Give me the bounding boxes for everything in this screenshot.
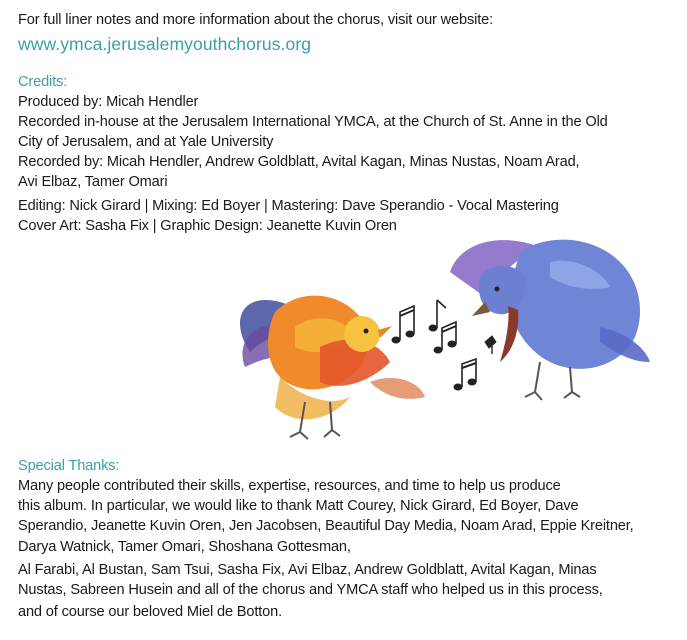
thanks-line: and of course our beloved Miel de Botton. (18, 604, 283, 620)
credits-line: Recorded by: Micah Hendler, Andrew Goldblatt, Avital Kagan, Minas Nustas, Noam Arad, (18, 154, 580, 170)
thanks-line: this album. In particular, we would like to thank Matt Courey, Nick Girard, Ed Boyer, Dave (18, 498, 579, 514)
special-thanks-heading: Special Thanks: (18, 458, 120, 474)
credits-line: Editing: Nick Girard | Mixing: Ed Boyer | Mastering: Dave Sperandio - Vocal Mastering (18, 198, 559, 214)
orange-bird-image (240, 296, 425, 439)
thanks-line: Darya Watnick, Tamer Omari, Shoshana Gottesman, (18, 539, 351, 555)
credits-line: Cover Art: Sasha Fix | Graphic Design: Jeanette Kuvin Oren (18, 218, 397, 234)
credits-heading: Credits: (18, 74, 68, 90)
credits-line: Recorded in-house at the Jerusalem International YMCA, at the Church of St. Anne in the Old (18, 114, 608, 130)
thanks-line: Al Farabi, Al Bustan, Sam Tsui, Sasha Fix, Avi Elbaz, Andrew Goldblatt, Avital Kagan, Minas (18, 562, 597, 578)
thanks-line: Many people contributed their skills, expertise, resources, and time to help us produce (18, 478, 561, 494)
singing-birds-illustration (220, 232, 670, 472)
credits-line: Avi Elbaz, Tamer Omari (18, 174, 168, 190)
intro-text: For full liner notes and more information about the chorus, visit our website: (18, 12, 493, 28)
blue-bird-image (450, 240, 650, 400)
website-link[interactable]: www.ymca.jerusalemyouthchorus.org (18, 34, 312, 54)
thanks-line: Nustas, Sabreen Husein and all of the chorus and YMCA staff who helped us in this process, (18, 582, 603, 598)
thanks-line: Sperandio, Jeanette Kuvin Oren, Jen Jacobsen, Beautiful Day Media, Noam Arad, Eppie Kreitner, (18, 518, 634, 534)
credits-line: Produced by: Micah Hendler (18, 94, 199, 110)
credits-line: City of Jerusalem, and at Yale University (18, 134, 274, 150)
